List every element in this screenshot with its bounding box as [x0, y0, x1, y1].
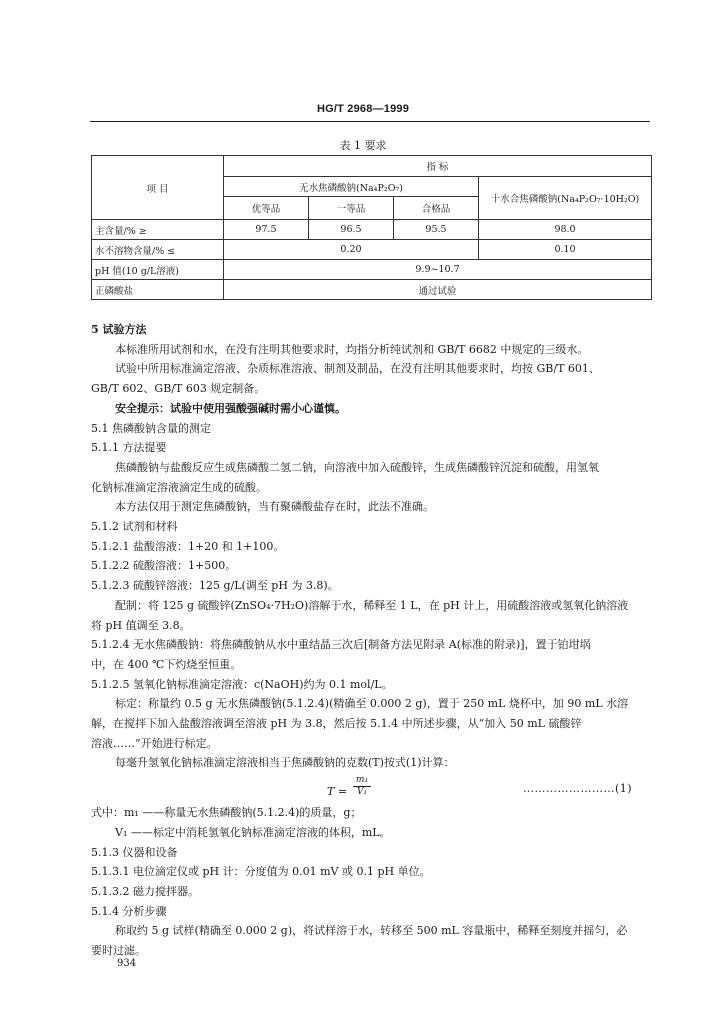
header-rule — [90, 121, 650, 122]
row-label: 正磷酸盐 — [92, 280, 224, 300]
header-anhydrous: 无水焦磷酸钠(Na₄P₂O₇) — [224, 177, 479, 197]
section-heading: 5.1.1 方法提要 — [91, 441, 167, 455]
cell-value: 97.5 — [224, 220, 309, 240]
formula-1 — [91, 773, 659, 803]
paragraph: 焦磷酸钠与盐酸反应生成焦磷酸二氢二钠，向溶液中加入硫酸锌，生成焦磷酸锌沉淀和硫酸，用氢氧 — [115, 460, 599, 474]
cell-value: 9.9~10.7 — [224, 260, 652, 280]
clause: 5.1.3.2 磁力搅拌器。 — [91, 884, 199, 898]
paragraph: 本标准所用试剂和水，在没有注明其他要求时，均指分析纯试剂和 GB/T 6682 中规定的三级水。 — [115, 342, 589, 356]
document-body — [91, 320, 659, 961]
safety-note: 安全提示：试验中使用强酸强碱时需小心谨慎。 — [115, 401, 346, 415]
table-caption: 表 1 要求 — [339, 139, 387, 152]
cell-value: 98.0 — [479, 220, 652, 240]
row-label: 主含量/% ≥ — [92, 220, 224, 240]
grade-qualified: 合格品 — [394, 197, 479, 220]
table-row — [92, 220, 652, 240]
formula-denominator: V₁ — [356, 787, 368, 798]
header-item: 项 目 — [92, 156, 224, 220]
table-row — [92, 240, 652, 260]
clause: 5.1.3.1 电位滴定仪或 pH 计：分度值为 0.01 mV 或 0.1 pH 单位。 — [91, 865, 431, 879]
header-index: 指 标 — [224, 156, 652, 177]
formula-fraction — [353, 775, 371, 798]
paragraph: 溶液……”开始进行标定。 — [91, 736, 218, 750]
cell-value: 95.5 — [394, 220, 479, 240]
header-decahydrate: 十水合焦磷酸钠(Na₄P₂O₇·10H₂O) — [479, 177, 652, 220]
paragraph: 标定：称量约 0.5 g 无水焦磷酸钠(5.1.2.4)(精确至 0.000 2 g)，置于 250 mL 烧杯中，加 90 mL 水溶 — [115, 697, 629, 711]
clause: 中，在 400 ℃下灼烧至恒重。 — [91, 657, 242, 671]
formula-numerator: m₁ — [355, 775, 369, 786]
clause: 5.1.2.5 氢氧化钠标准滴定溶液：c(NaOH)约为 0.1 mol/L。 — [91, 677, 393, 691]
requirements-table — [91, 155, 652, 300]
section-heading: 5.1.2 试剂和材料 — [91, 520, 178, 534]
cell-value: 通过试验 — [224, 280, 652, 300]
cell-value: 96.5 — [309, 220, 394, 240]
cell-value: 0.20 — [224, 240, 479, 260]
row-label: 水不溶物含量/% ≤ — [92, 240, 224, 260]
section-heading: 5 试验方法 — [91, 323, 147, 336]
page-number: 934 — [117, 958, 137, 969]
formula-reference: ……………………(1) — [523, 782, 633, 796]
formula-lhs: T = — [327, 785, 348, 799]
clause: 5.1.2.3 硫酸锌溶液：125 g/L(调至 pH 为 3.8)。 — [91, 579, 339, 593]
variable-definition: 式中：m₁ ——称量无水焦磷酸钠(5.1.2.4)的质量，g； — [91, 806, 362, 820]
section-heading: 5.1.4 分析步骤 — [91, 904, 167, 918]
row-label: pH 值(10 g/L溶液) — [92, 260, 224, 280]
clause: 5.1.2.2 硫酸溶液：1+500。 — [91, 559, 237, 573]
clause: 5.1.2.1 盐酸溶液：1+20 和 1+100。 — [91, 539, 285, 553]
paragraph: 称取约 5 g 试样(精确至 0.000 2 g)，将试样溶于水，转移至 500 mL 容量瓶中，稀释至刻度并摇匀，必 — [115, 924, 628, 938]
standard-code: HG/T 2968—1999 — [316, 103, 410, 115]
paragraph: 解，在搅拌下加入盐酸溶液调至溶液 pH 为 3.8，然后按 5.1.4 中所述步骤，从“加入 50 mL 硫酸锌 — [91, 717, 582, 731]
table-row — [92, 260, 652, 280]
paragraph: GB/T 602、GB/T 603 规定制备。 — [91, 382, 266, 396]
grade-superior: 优等品 — [224, 197, 309, 220]
section-heading: 5.1 焦磷酸钠含量的测定 — [91, 421, 211, 435]
paragraph: 每毫升氢氧化钠标准滴定溶液相当于焦磷酸钠的克数(T)按式(1)计算： — [115, 756, 455, 770]
variable-definition: V₁ ——标定中消耗氢氧化钠标准滴定溶液的体积，mL。 — [115, 825, 391, 839]
grade-first: 一等品 — [309, 197, 394, 220]
clause: 5.1.2.4 无水焦磷酸钠：将焦磷酸钠从水中重结晶三次后[制备方法见附录 A(标准的附录)]，置于铂坩埚 — [91, 638, 591, 652]
table-row — [92, 280, 652, 300]
paragraph: 将 pH 值调至 3.8。 — [91, 618, 191, 632]
paragraph: 配制：将 125 g 硫酸锌(ZnSO₄·7H₂O)溶解于水，稀释至 1 L，在 pH 计上，用硫酸溶液或氢氧化钠溶液 — [115, 598, 629, 612]
cell-value: 0.10 — [479, 240, 652, 260]
paragraph: 要时过滤。 — [91, 944, 146, 958]
paragraph: 本方法仅用于测定焦磷酸钠，当有聚磷酸盐存在时，此法不准确。 — [115, 500, 434, 514]
paragraph: 化钠标准滴定溶液滴定生成的硫酸。 — [91, 480, 267, 494]
paragraph: 试验中所用标准滴定溶液、杂质标准溶液、制剂及制品，在没有注明其他要求时，均按 GB/T 601、 — [115, 362, 600, 376]
section-heading: 5.1.3 仪器和设备 — [91, 845, 178, 859]
